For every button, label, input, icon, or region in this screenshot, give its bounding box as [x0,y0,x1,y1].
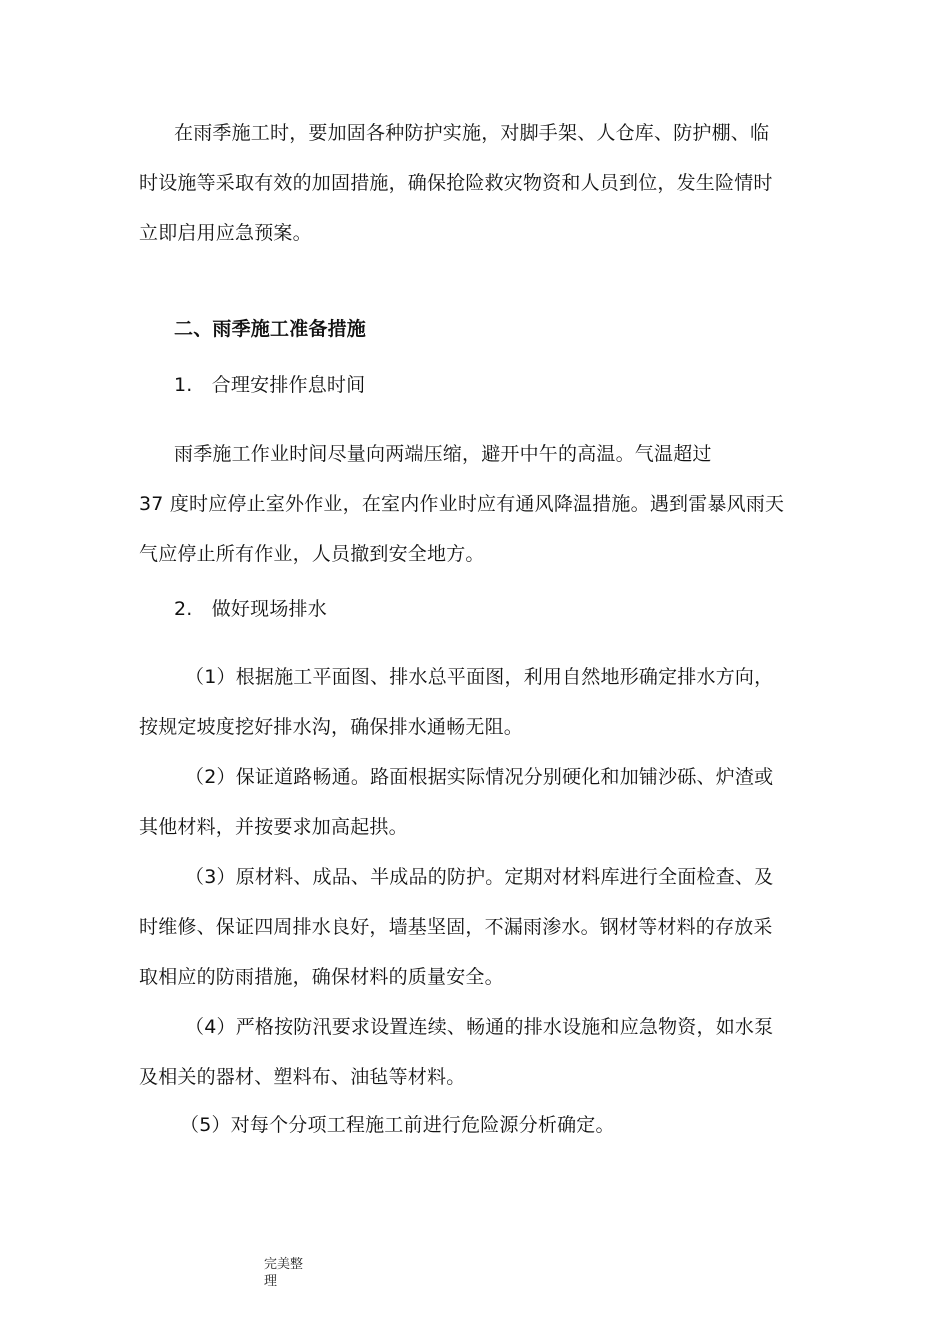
sub-item-line: （5）对每个分项工程施工前进行危险源分析确定。 [180,1114,615,1136]
paragraph-line: 37 度时应停止室外作业，在室内作业时应有通风降温措施。遇到雷暴风雨天 [139,493,785,515]
sub-item-line: 时维修、保证四周排水良好，墙基坚固，不漏雨渗水。钢材等材料的存放采 [139,916,773,938]
sub-item-line: 按规定坡度挖好排水沟，确保排水通畅无阻。 [139,716,524,738]
paragraph-line: 气应停止所有作业，人员撤到安全地方。 [139,543,485,565]
paragraph-line: 雨季施工作业时间尽量向两端压缩，避开中午的高温。气温超过 [174,443,712,465]
sub-item-line: 取相应的防雨措施，确保材料的质量安全。 [139,966,504,988]
sub-item-line: （4）严格按防汛要求设置连续、畅通的排水设施和应急物资，如水泵 [185,1016,774,1038]
paragraph-line: 在雨季施工时，要加固各种防护实施，对脚手架、人仓库、防护棚、临 [174,122,770,144]
item-title: 1. 合理安排作息时间 [174,374,366,396]
sub-item-line: 及相关的器材、塑料布、油毡等材料。 [139,1066,466,1088]
footer-text: 理 [264,1274,278,1289]
sub-item-line: （2）保证道路畅通。路面根据实际情况分别硬化和加铺沙砾、炉渣或 [185,766,774,788]
footer-text: 完美整 [264,1257,304,1272]
sub-item-line: （1）根据施工平面图、排水总平面图，利用自然地形确定排水方向， [185,666,774,688]
item-title: 2. 做好现场排水 [174,598,327,620]
paragraph-line: 立即启用应急预案。 [139,222,312,244]
section-heading: 二、雨季施工准备措施 [174,318,367,340]
sub-item-line: 其他材料，并按要求加高起拱。 [139,816,408,838]
sub-item-line: （3）原材料、成品、半成品的防护。定期对材料库进行全面检查、及 [185,866,774,888]
paragraph-line: 时设施等采取有效的加固措施，确保抢险救灾物资和人员到位，发生险情时 [139,172,773,194]
